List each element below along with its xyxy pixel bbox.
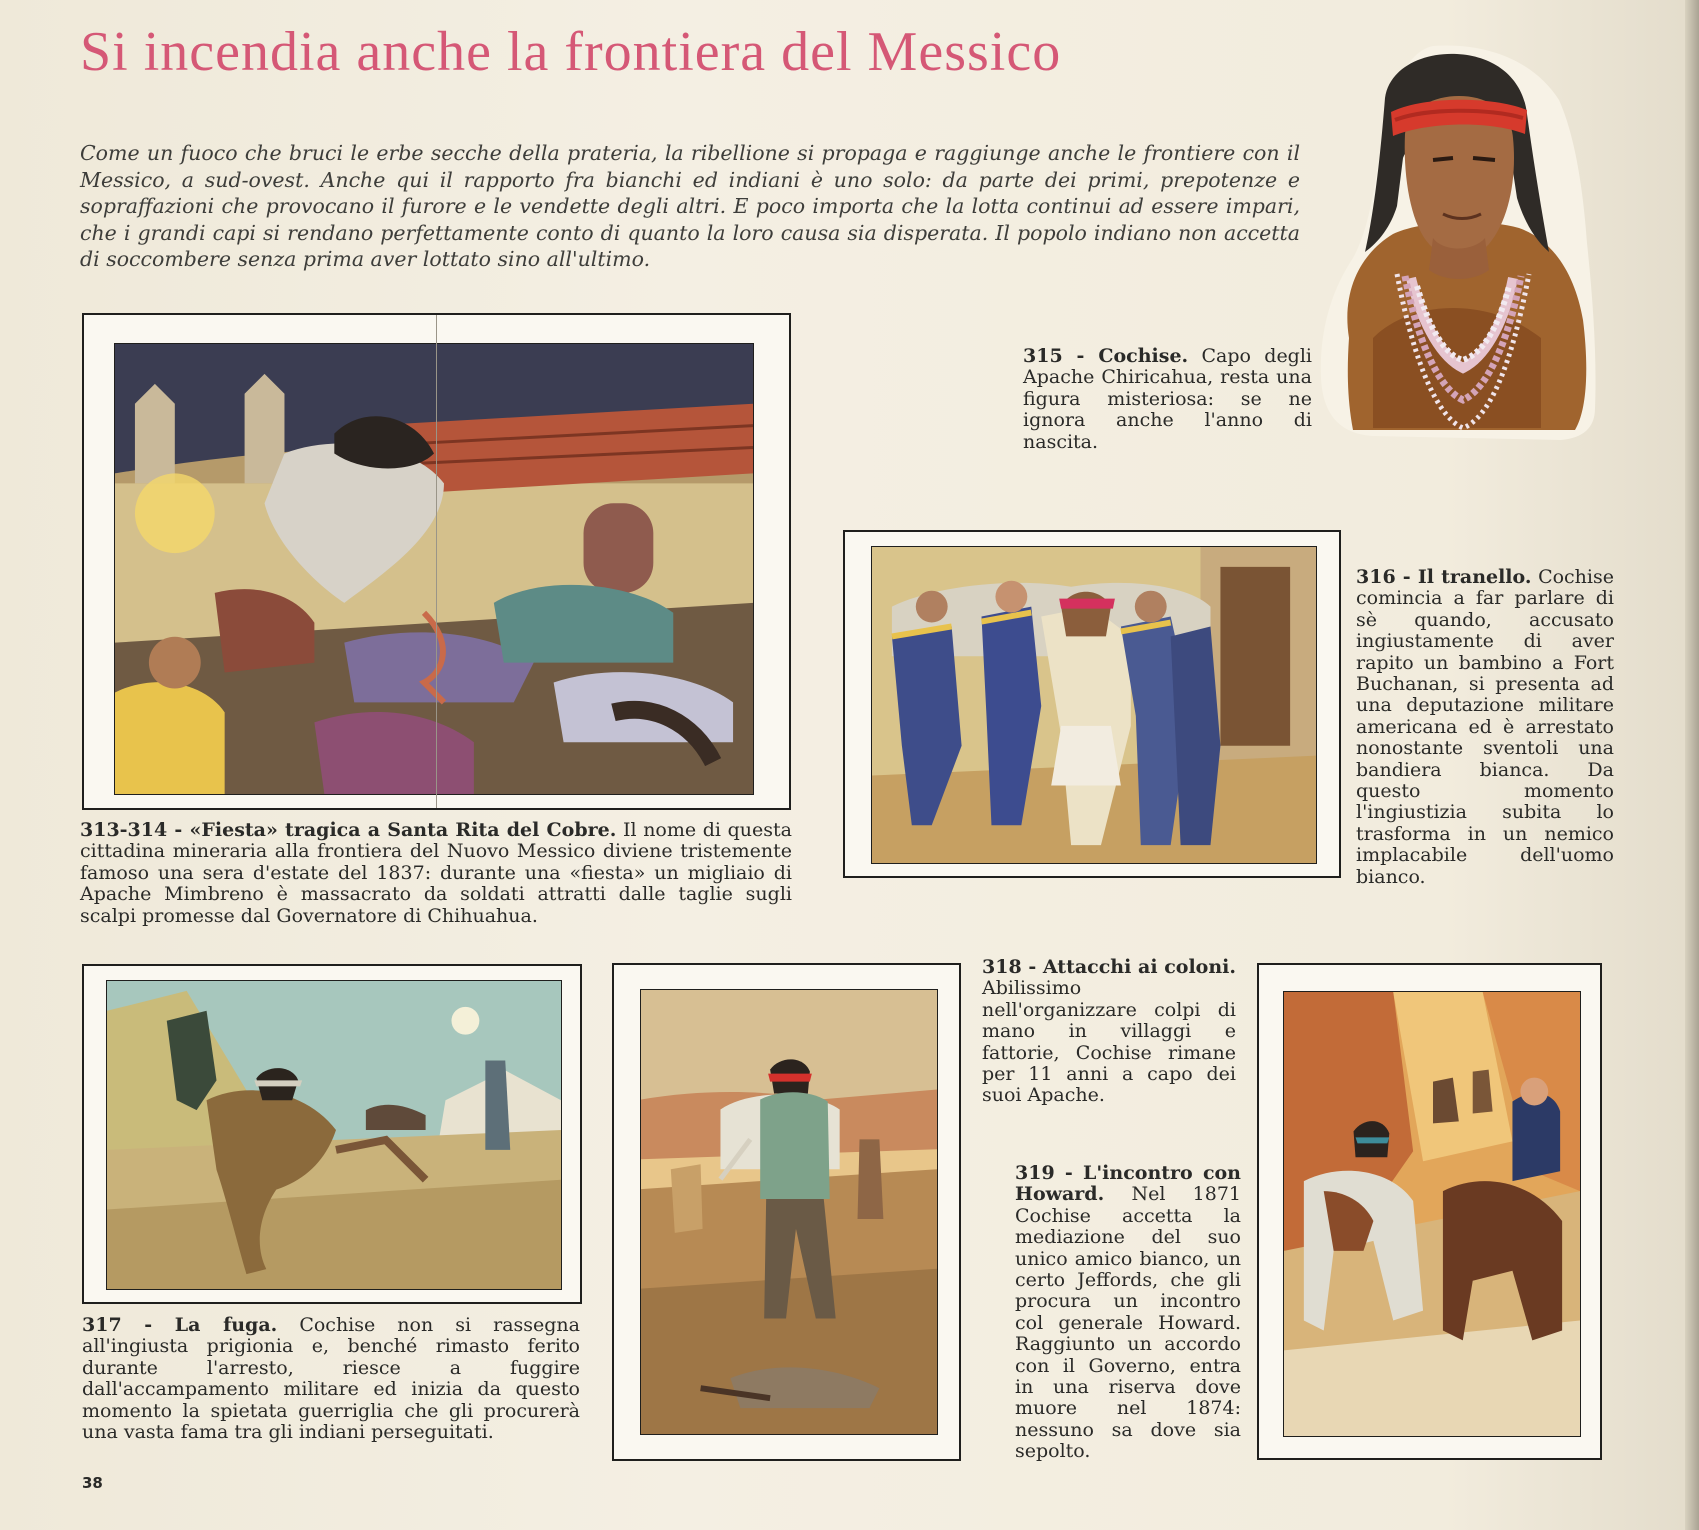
page-binding-edge: [1685, 0, 1699, 1530]
card-319-frame: [1257, 963, 1602, 1460]
caption-318-text: Abilissimo nell'organizzare colpi di mano in villaggi e fattorie, Cochise rimane per 11 anni a capo dei suoi Apache.: [982, 977, 1236, 1107]
card-divider-line: [436, 315, 437, 808]
caption-313-314: [80, 820, 792, 927]
escape-image: [106, 980, 562, 1290]
caption-319: [1015, 1163, 1241, 1463]
caption-319-text: Nel 1871 Cochise accetta la mediazione del suo unico amico bianco, un certo Jeffords, che gli procura un incontro col generale Howard. Raggiunto un accordo con il Governo, entra in una riserva dove muore nel 1874: nessuno sa dove sia sepolto.: [1015, 1183, 1241, 1463]
trap-arrest-image: [871, 546, 1317, 864]
caption-315-text: Capo degli Apache Chiricahua, resta una figura misteriosa: se ne ignora anche l'anno di nascita.: [1023, 345, 1312, 453]
caption-317-heading: 317 - La fuga.: [82, 1314, 278, 1336]
page-title: Si incendia anche la frontiera del Messico: [80, 21, 1062, 83]
meeting-howard-image: [1283, 991, 1581, 1437]
caption-315-heading: 315 - Cochise.: [1023, 345, 1189, 367]
caption-315: [1023, 346, 1312, 453]
caption-316: [1356, 567, 1614, 888]
caption-316-heading: 316 - Il tranello.: [1356, 566, 1532, 588]
caption-319-heading: 319 - L'incontro con Howard.: [1015, 1162, 1241, 1206]
caption-313-314-text: Il nome di questa cittadina mineraria alla frontiera del Nuovo Messico diviene tristemente famoso una sera d'estate del 1837: durante una «fiesta» un migliaio di Apache Mimbreno è massacrato da soldati attratti dalle taglie sugli scalpi promesse dal Governatore di Chihuahua.: [80, 819, 792, 927]
caption-316-text: Cochise comincia a far parlare di sè quando, accusato ingiustamente di aver rapito un bambino a Fort Buchanan, si presenta ad una deputazione militare americana ed è arrestato nonostante sventoli una bandiera bianca. Da questo momento l'ingiustizia subita lo trasforma in un nemico implacabile dell'uomo bianco.: [1356, 566, 1614, 888]
intro-paragraph: Come un fuoco che bruci le erbe secche della prateria, la ribellione si propaga e raggiunge anche le frontiere con il Messico, a sud-ovest. Anche qui il rapporto fra bianchi ed indiani è uno solo: da parte dei primi, prepotenze e sopraffazioni che provocano il furore e le vendette degli altri. E poco importa che la lotta continui ad essere impari, che i grandi capi si rendano perfettamente conto di quanto la loro causa sia disperata. Il popolo indiano non accetta di soccombere senza prima aver lottato sino all'ultimo.: [80, 141, 1300, 271]
caption-317-text: Cochise non si rassegna all'ingiusta prigionia e, benché rimasto ferito durante l'arresto, riesce a fuggire dall'accampamento militare ed inizia da questo momento la spietata guerriglia che gli procurerà una vasta fama tra gli indiani perseguitati.: [82, 1314, 581, 1444]
caption-313-314-heading: 313-314 - «Fiesta» tragica a Santa Rita del Cobre.: [80, 819, 617, 841]
card-317-frame: [82, 964, 582, 1304]
caption-318: [982, 957, 1236, 1107]
card-313-314-frame: [82, 313, 791, 810]
card-318-frame: [612, 963, 961, 1461]
caption-317: [82, 1315, 580, 1443]
cochise-portrait-image: [1313, 38, 1599, 442]
settler-attack-image: [640, 989, 938, 1435]
fiesta-massacre-image: [114, 343, 754, 795]
caption-318-heading: 318 - Attacchi ai coloni.: [982, 956, 1236, 978]
page-number: 38: [82, 1474, 103, 1492]
card-316-frame: [843, 530, 1341, 878]
